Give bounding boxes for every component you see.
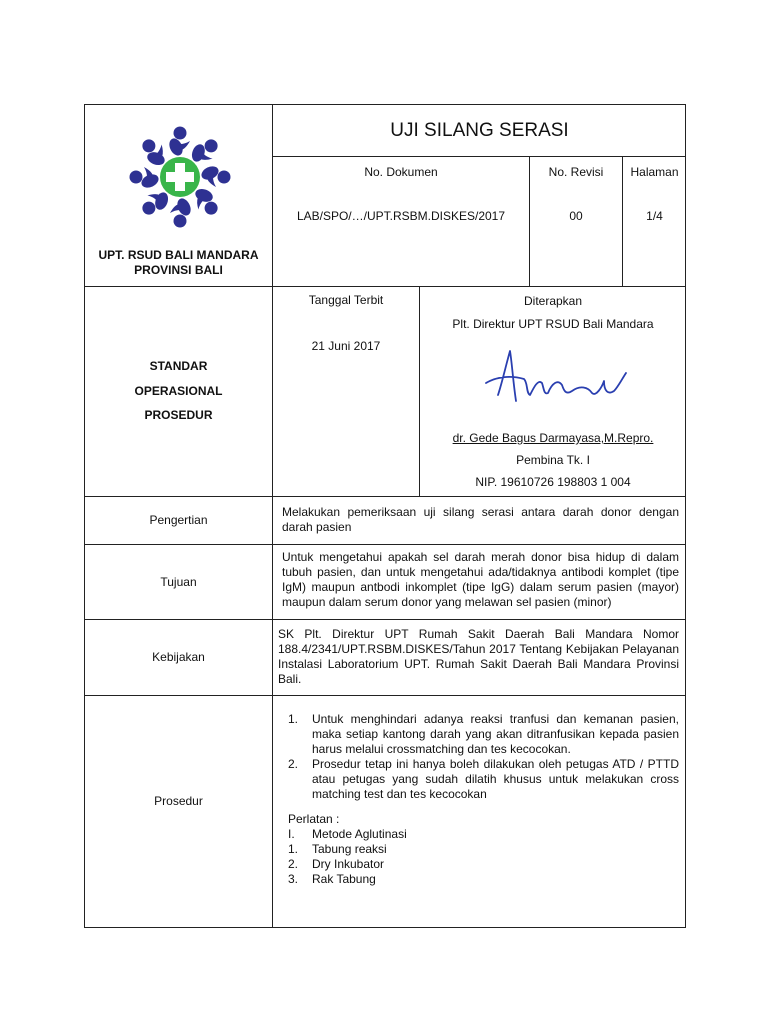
pengertian-label: Pengertian	[149, 513, 208, 527]
kebijakan-text: SK Plt. Direktur UPT Rumah Sakit Daerah Bali Mandara Nomor 188.4/2341/UPT.RSBM.DISKES/Tahun 2017 Tentang Kebijakan Pelayanan Instalasi Laboratorium UPT. Rumah Sakit Daerah Bali Mandara Provinsi Bali.	[278, 627, 679, 686]
hospital-logo-icon	[126, 123, 234, 231]
list-item-number: I.	[288, 827, 295, 841]
sop-line-3: PROSEDUR	[144, 408, 213, 422]
signature-image	[480, 343, 630, 407]
list-item-text: Rak Tabung	[312, 872, 376, 886]
institution-name	[85, 248, 272, 278]
sop-document	[84, 104, 686, 928]
signer-nip: NIP. 19610726 198803 1 004	[475, 475, 631, 489]
prosedur-label: Prosedur	[154, 794, 203, 808]
list-item	[288, 857, 679, 872]
list-item-text: Untuk menghindari adanya reaksi tranfusi dan kemanan pasien, maka setiap kantong darah yang akan ditranfusikan kepada pasien harus melalui crossmatching dan tes kecocokan.	[312, 712, 679, 756]
list-item	[288, 872, 679, 887]
list-item-number: 2.	[288, 757, 299, 771]
page-value: 1/4	[646, 209, 663, 223]
signer-name: dr. Gede Bagus Darmayasa,M.Repro.	[452, 431, 654, 445]
tujuan-label: Tujuan	[160, 575, 197, 589]
issue-date-label: Tanggal Terbit	[308, 293, 384, 307]
list-item-text: Tabung reaksi	[312, 842, 387, 856]
row-divider	[85, 695, 686, 696]
page-label: Halaman	[630, 165, 679, 179]
list-item-number: 2.	[288, 857, 299, 871]
applied-label: Diterapkan	[523, 294, 583, 308]
prosedur-content	[288, 712, 679, 802]
doc-number-value: LAB/SPO/…/UPT.RSBM.DISKES/2017	[296, 209, 506, 223]
revision-label: No. Revisi	[548, 165, 604, 179]
doc-number-label: No. Dokumen	[364, 165, 438, 179]
row-divider	[85, 496, 686, 497]
list-item-text: Metode Aglutinasi	[312, 827, 407, 841]
pengertian-text: Melakukan pemeriksaan uji silang serasi antara darah donor dengan darah pasien	[282, 505, 679, 534]
equipment-heading: Perlatan :	[288, 812, 340, 826]
document-title: UJI SILANG SERASI	[390, 120, 569, 141]
list-item-number: 3.	[288, 872, 299, 886]
applied-by: Plt. Direktur UPT RSUD Bali Mandara	[452, 317, 654, 331]
row-divider	[85, 619, 686, 620]
equipment-section	[288, 812, 679, 887]
row-divider	[272, 156, 686, 157]
list-item	[288, 827, 679, 842]
list-item-text: Dry Inkubator	[312, 857, 385, 871]
row-divider	[85, 544, 686, 545]
kebijakan-label: Kebijakan	[152, 650, 205, 664]
signer-rank: Pembina Tk. I	[516, 453, 590, 467]
list-item-text: Prosedur tetap ini hanya boleh dilakukan oleh petugas ATD / PTTD atau petugas yang sudah dilatih khusus untuk melakukan cross matching test dan tes kecocokan	[312, 757, 679, 801]
row-divider	[85, 286, 686, 287]
issue-date-value: 21 Juni 2017	[311, 339, 381, 353]
sop-line-1: STANDAR	[149, 359, 208, 373]
sop-line-2: OPERASIONAL	[134, 384, 223, 398]
institution-line-1: UPT. RSUD BALI MANDARA	[98, 248, 259, 262]
tujuan-text: Untuk mengetahui apakah sel darah merah donor bisa hidup di dalam tubuh pasien, dan untuk mengetahui ada/tidaknya antibodi komplet (tipe IgM) maupun antbodi inkomplet (tipe IgG) dalam serum pasien (mayor) maupun dalam serum donor yang melawan sel pasien (minor)	[282, 550, 679, 609]
list-item	[288, 757, 679, 802]
revision-value: 00	[569, 209, 583, 223]
column-divider	[272, 105, 273, 928]
list-item	[288, 842, 679, 857]
list-item-number: 1.	[288, 712, 299, 726]
institution-line-2: PROVINSI BALI	[134, 263, 223, 277]
list-item-number: 1.	[288, 842, 299, 856]
list-item	[288, 712, 679, 757]
